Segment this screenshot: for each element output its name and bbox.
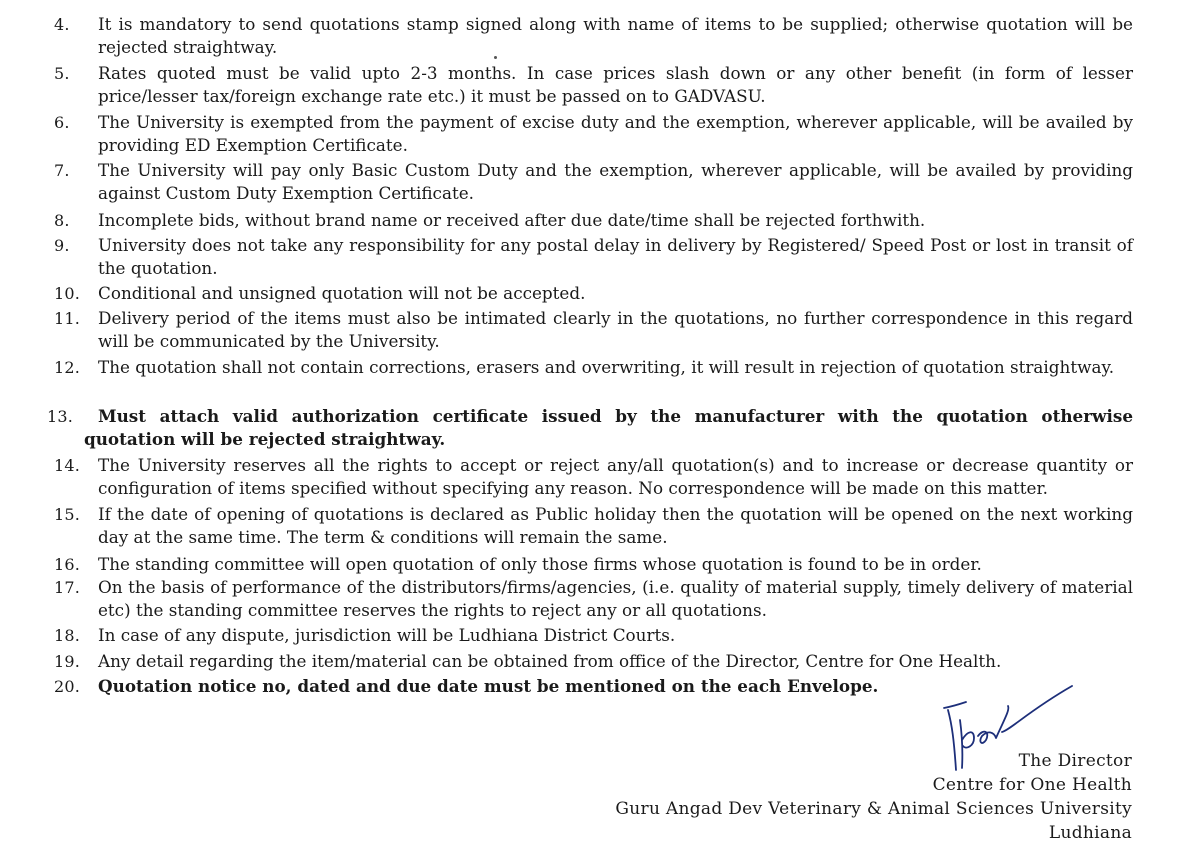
term-text: Must attach valid authorization certificate issued by the manufacturer with the quotation otherwise quotation will be rejected straightway. xyxy=(84,406,1133,449)
term-number: 16. xyxy=(54,555,81,574)
term-number: 10. xyxy=(54,284,81,303)
term-number: 14. xyxy=(54,456,81,475)
signatory-title: The Director xyxy=(1018,751,1132,771)
term-number: 9. xyxy=(54,236,70,255)
term-number: 5. xyxy=(54,64,70,83)
signatory-block xyxy=(615,749,1132,845)
term-number: 8. xyxy=(54,211,70,230)
term-number: 4. xyxy=(54,15,70,34)
term-text: In case of any dispute, jurisdiction will be Ludhiana District Courts. xyxy=(98,625,676,645)
signatory-university: Guru Angad Dev Veterinary & Animal Sciences University xyxy=(615,799,1132,819)
term-number: 6. xyxy=(54,113,70,132)
term-number: 12. xyxy=(54,358,81,377)
term-text: The quotation shall not contain corrections, erasers and overwriting, it will result in rejection of quotation straightway. xyxy=(98,357,1115,377)
term-number: 20. xyxy=(54,677,81,696)
term-text: The University is exempted from the payment of excise duty and the exemption, wherever applicable, will be availed by providing ED Exemption Certificate. xyxy=(98,112,1133,155)
term-number: 7. xyxy=(54,161,70,180)
term-number: 19. xyxy=(54,652,81,671)
term-text: Quotation notice no, dated and due date must be mentioned on the each Envelope. xyxy=(98,676,879,696)
term-text: Delivery period of the items must also be intimated clearly in the quotations, no further correspondence in this regard will be communicated by the University. xyxy=(98,308,1133,351)
term-text: University does not take any responsibility for any postal delay in delivery by Registered/ Speed Post or lost in transit of the quotation. xyxy=(98,235,1133,278)
term-text: The University reserves all the rights to accept or reject any/all quotation(s) and to increase or decrease quantity or configuration of items specified without specifying any reason. No correspondence will be made on this matter. xyxy=(98,455,1133,498)
term-text: The University will pay only Basic Custom Duty and the exemption, wherever applicable, will be availed by providing against Custom Duty Exemption Certificate. xyxy=(98,160,1133,203)
term-number: 11. xyxy=(54,309,81,328)
term-text: The standing committee will open quotation of only those firms whose quotation is found to be in order. xyxy=(98,554,982,574)
term-text: It is mandatory to send quotations stamp signed along with name of items to be supplied; otherwise quotation will be rejected straightway. xyxy=(98,14,1133,57)
term-number: 15. xyxy=(54,505,81,524)
term-number: 17. xyxy=(54,578,81,597)
term-text: If the date of opening of quotations is declared as Public holiday then the quotation will be opened on the next working day at the same time. The term & conditions will remain the same. xyxy=(98,504,1133,547)
term-number: 18. xyxy=(54,626,81,645)
signatory-department: Centre for One Health xyxy=(932,775,1132,795)
term-text: Any detail regarding the item/material can be obtained from office of the Director, Centre for One Health. xyxy=(98,651,1002,671)
scan-speck xyxy=(494,56,497,59)
term-number: 13. xyxy=(47,407,74,426)
term-text: Incomplete bids, without brand name or received after due date/time shall be rejected forthwith. xyxy=(98,210,926,230)
term-text: Rates quoted must be valid upto 2-3 months. In case prices slash down or any other benefit (in form of lesser price/lesser tax/foreign exchange rate etc.) it must be passed on to GADVASU. xyxy=(98,63,1133,106)
term-text: Conditional and unsigned quotation will not be accepted. xyxy=(98,283,586,303)
signatory-city: Ludhiana xyxy=(1048,823,1132,843)
term-text: On the basis of performance of the distributors/firms/agencies, (i.e. quality of material supply, timely delivery of material etc) the standing committee reserves the rights to reject any or all quotations. xyxy=(98,577,1133,620)
